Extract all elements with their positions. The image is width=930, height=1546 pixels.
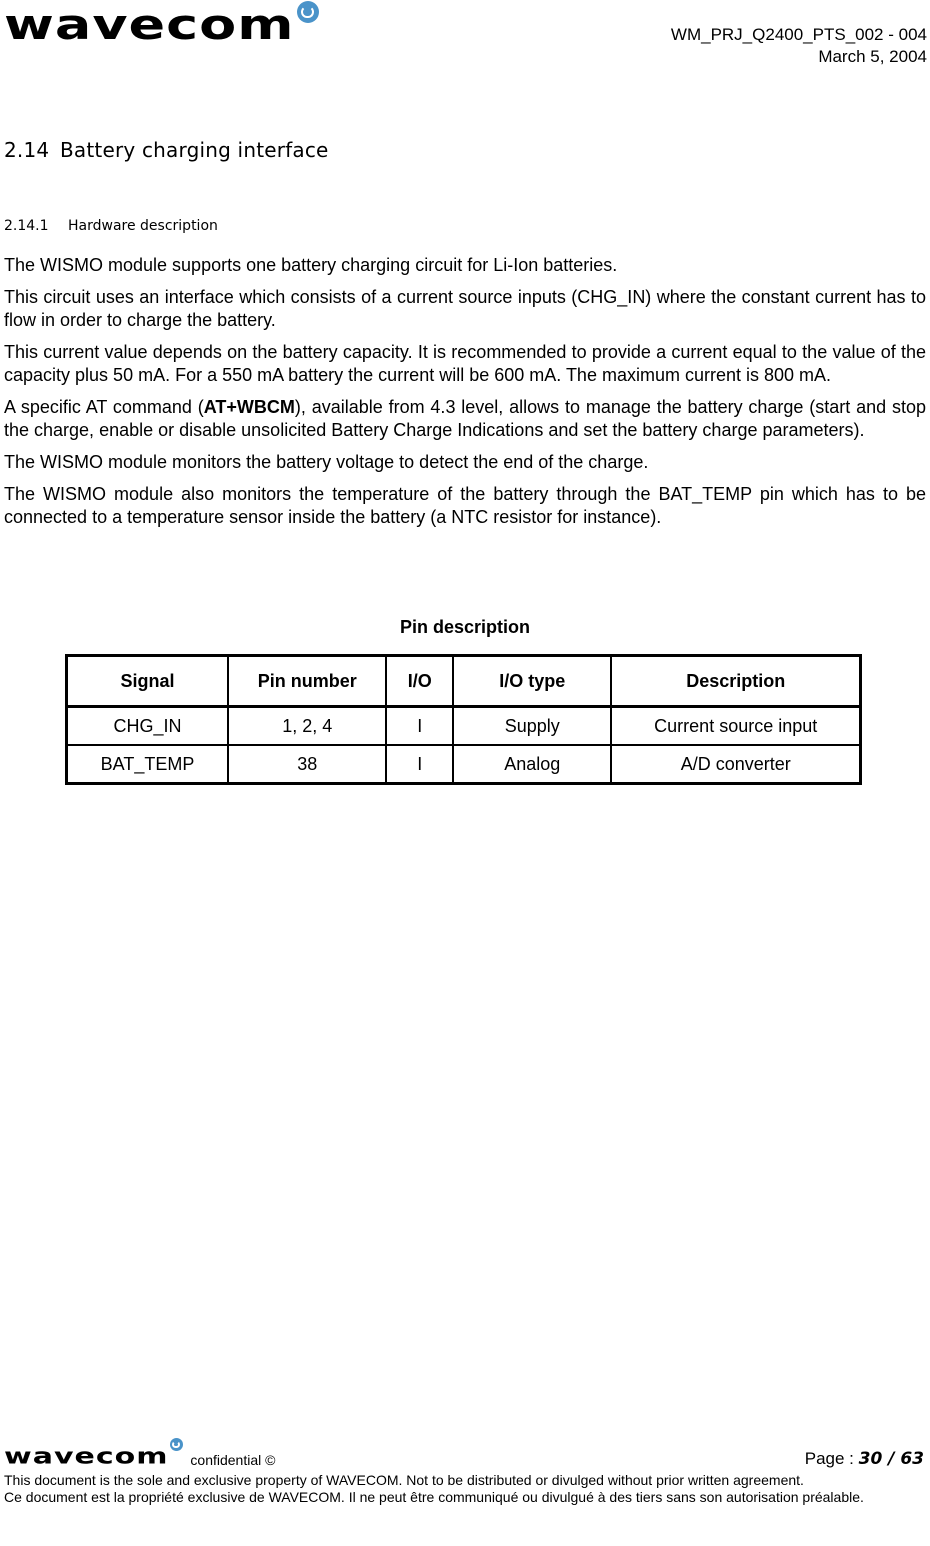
paragraph: The WISMO module also monitors the temperature of the battery through the BAT_TEMP pin which has to be connected to a temperature sensor inside the battery (a NTC resistor for instance). [4,484,926,527]
wavecom-logo [4,0,319,58]
table-cell: 38 [228,745,386,784]
paragraph: This circuit uses an interface which consists of a current source inputs (CHG_IN) where the constant current has to flow in order to charge the battery. [4,287,926,330]
table-cell: I [386,707,453,746]
table-row [67,707,861,746]
table-cell: Current source input [611,707,860,746]
body-text [4,254,926,538]
column-header: Signal [67,656,229,707]
column-header: I/O type [453,656,611,707]
table-caption: Pin description [399,617,531,637]
column-header: I/O [386,656,453,707]
notice-english: This document is the sole and exclusive property of WAVECOM. Not to be distributed or divulged without prior written agreement. [4,1472,804,1488]
table-cell: BAT_TEMP [67,745,229,784]
subsection-number: 2.14.1 [4,218,49,234]
paragraph-at-command: A specific AT command (AT+WBCM), available from 4.3 level, allows to manage the battery charge (start and stop the charge, enable or disable unsolicited Battery Charge Indications and set the battery charge parameters). [4,397,926,440]
table-header-row [67,656,861,707]
page-number-value: 30 / 63 [858,1449,924,1469]
confidential-label: confidential © [190,1452,276,1468]
document-reference [671,24,927,68]
table-cell: CHG_IN [67,707,229,746]
subsection-title: Hardware description [68,218,218,234]
footer-logo-wordmark: wavecom [4,1443,169,1470]
subsection-heading [4,218,218,234]
footer-wavecom-logo [4,1438,183,1468]
paragraph: The WISMO module supports one battery charging circuit for Li-Ion batteries. [4,255,618,275]
wavecom-swirl-icon [170,1438,183,1451]
page-footer [4,1438,924,1506]
logo-wordmark: wavecom [4,0,295,50]
page-number: Page : 30 / 63 [804,1449,924,1469]
table-cell: A/D converter [611,745,860,784]
footer-brand [4,1438,275,1468]
notice-french: Ce document est la propriété exclusive de WAVECOM. Il ne peut être communiqué ou divulgué à des tiers sans son autorisation préalable. [4,1489,864,1505]
section-number: 2.14 [4,138,50,162]
table-cell: Supply [453,707,611,746]
table-cell: 1, 2, 4 [228,707,386,746]
column-header: Description [611,656,860,707]
at-command-name: AT+WBCM [203,397,295,417]
section-heading [4,138,329,162]
paragraph: The WISMO module monitors the battery voltage to detect the end of the charge. [4,452,649,472]
column-header: Pin number [228,656,386,707]
wavecom-swirl-icon [297,1,319,23]
document-id: WM_PRJ_Q2400_PTS_002 - 004 [670,25,927,44]
table-cell: I [386,745,453,784]
table-cell: Analog [453,745,611,784]
pin-description-table [65,654,862,785]
table-row [67,745,861,784]
document-date: March 5, 2004 [818,47,927,66]
section-title: Battery charging interface [60,138,329,162]
paragraph: This current value depends on the battery capacity. It is recommended to provide a current equal to the value of the capacity plus 50 mA. For a 550 mA battery the current will be 600 mA. The maximum current is 800 mA. [4,342,926,385]
